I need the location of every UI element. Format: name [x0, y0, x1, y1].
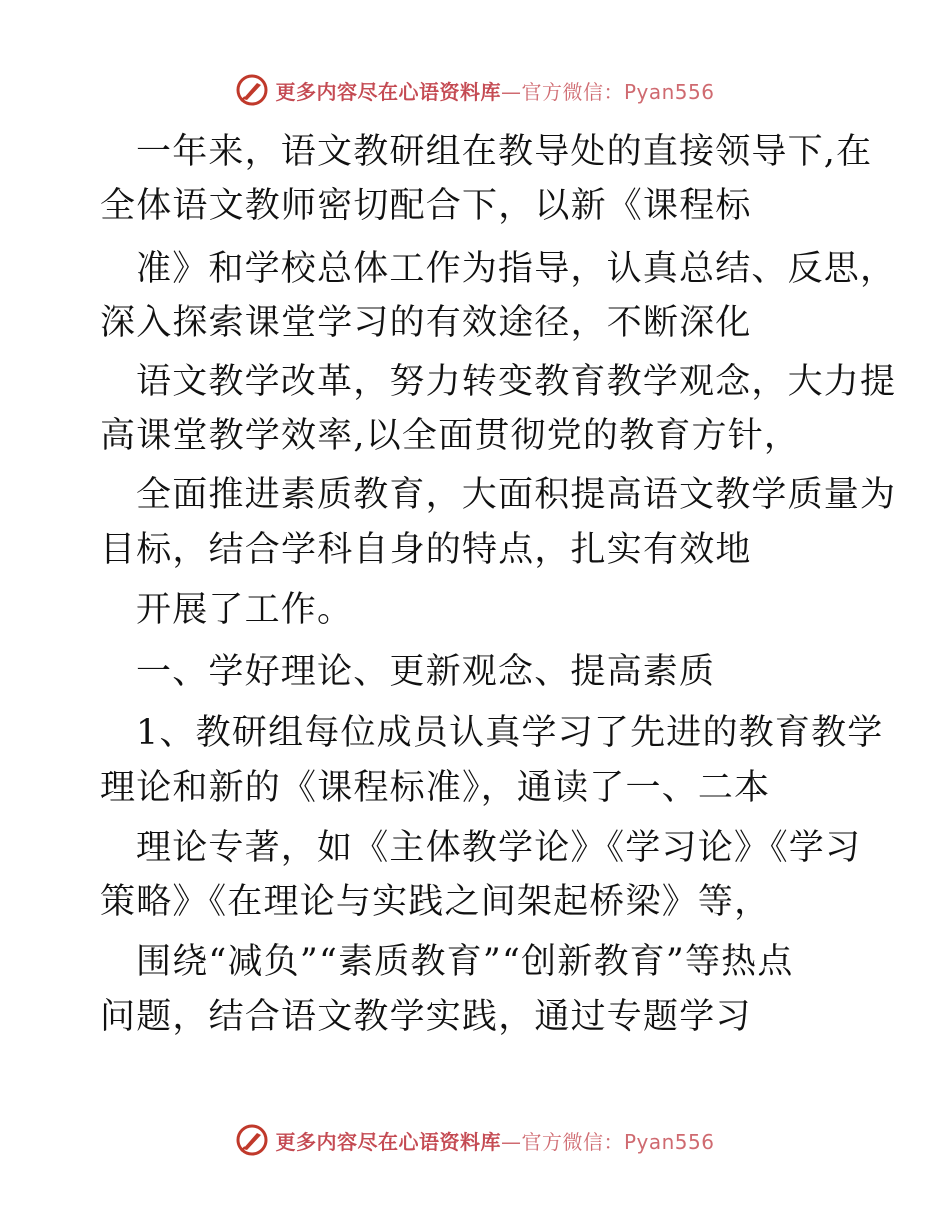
section-heading: 一、学好理论、更新观念、提高素质: [136, 652, 716, 692]
footer-watermark: [0, 1120, 950, 1160]
text-line: 理论和新的《课程标准》，通读了一、二本: [100, 768, 771, 808]
watermark-contact: —官方微信：Pyan556: [500, 1129, 715, 1154]
text-line: 深入探索课堂学习的有效途径，不断深化: [100, 303, 752, 343]
watermark-text: [275, 1126, 714, 1155]
text-line: 全体语文教师密切配合下，以新《课程标: [100, 186, 752, 226]
text-line: 语文教学改革，努力转变教育教学观念，大力提: [136, 362, 897, 402]
text-line: 理论专著，如《主体教学论》《学习论》《学习: [136, 828, 862, 868]
text-line: 策略》《在理论与实践之间架起桥梁》等，: [100, 882, 771, 922]
watermark-contact: —官方微信：Pyan556: [500, 79, 715, 104]
watermark-lead: 更多内容尽在心语资料库: [275, 1129, 501, 1154]
text-line: 问题，结合语文教学实践，通过专题学习: [100, 997, 752, 1037]
text-line: 目标，结合学科自身的特点，扎实有效地: [100, 530, 752, 570]
text-line: 准》和学校总体工作为指导，认真总结、反思，: [136, 249, 897, 289]
quill-logo-icon: [235, 73, 269, 107]
quill-logo-icon: [235, 1123, 269, 1157]
text-line: 1、教研组每位成员认真学习了先进的教育教学: [136, 713, 884, 753]
text-line: 一年来，语文教研组在教导处的直接领导下,在: [136, 132, 873, 172]
text-line: 开展了工作。: [136, 590, 354, 630]
watermark-lead: 更多内容尽在心语资料库: [275, 79, 501, 104]
watermark-text: [275, 76, 714, 105]
text-line: 围绕“减负”“素质教育”“创新教育”等热点: [136, 942, 794, 982]
text-line: 高课堂教学效率,以全面贯彻党的教育方针，: [100, 416, 801, 456]
header-watermark: [0, 70, 950, 110]
text-line: 全面推进素质教育，大面积提高语文教学质量为: [136, 475, 897, 515]
